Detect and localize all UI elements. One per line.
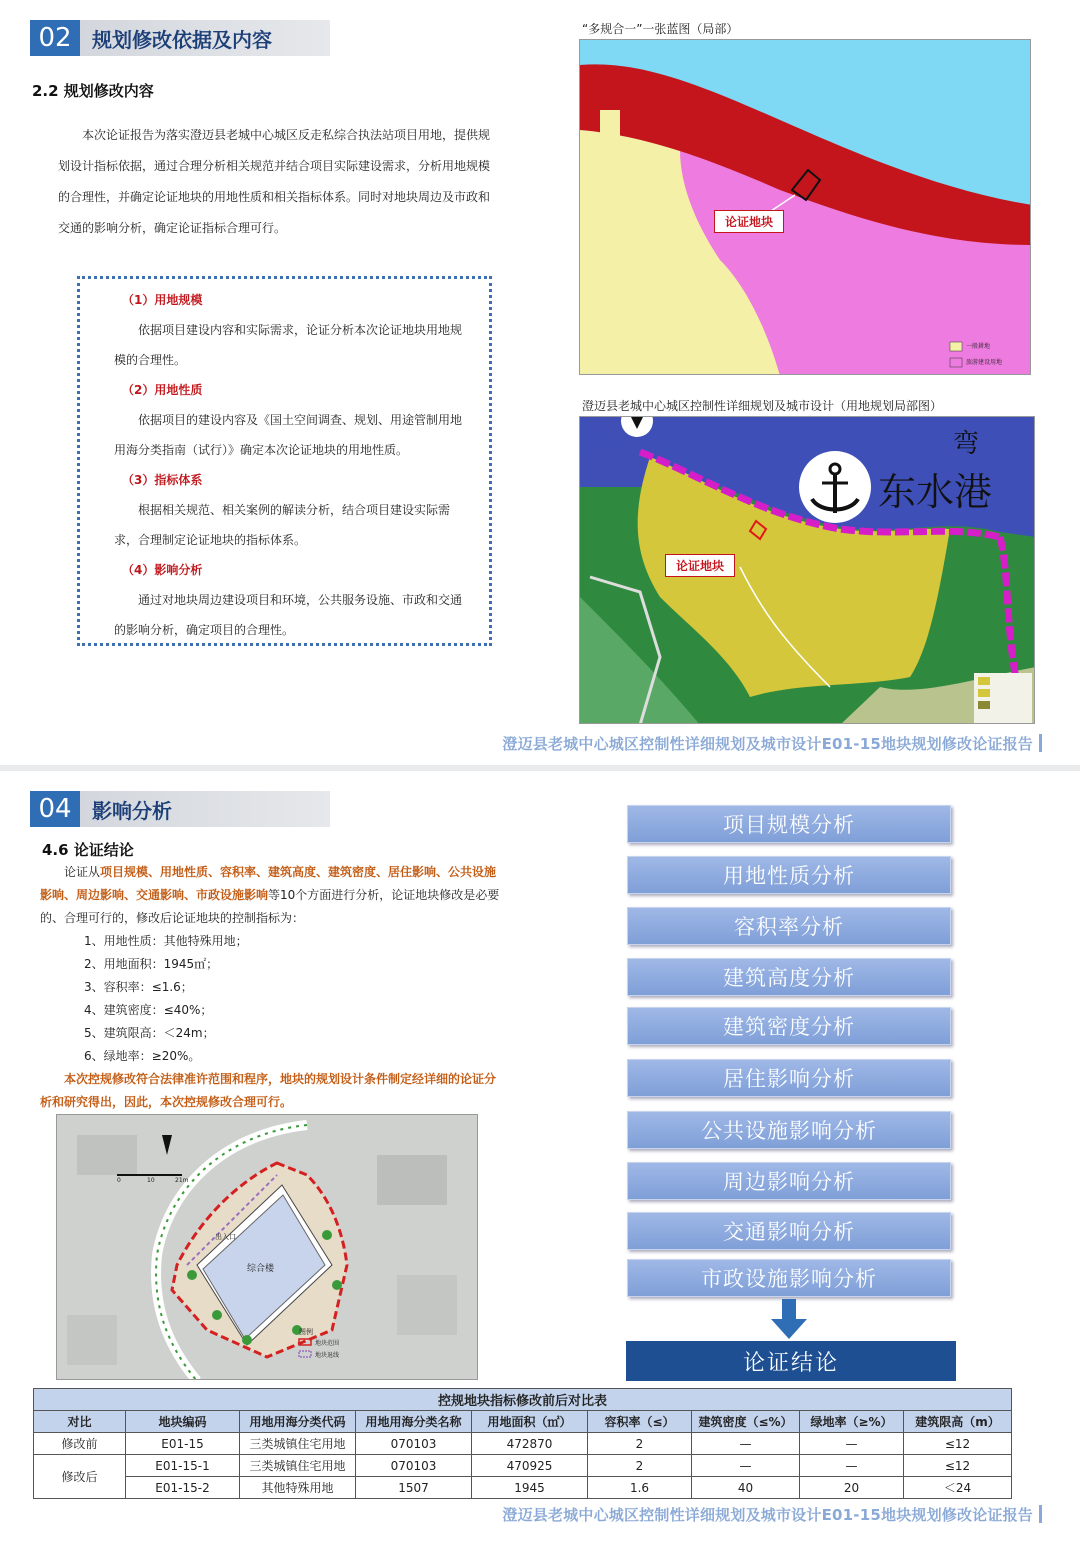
table-cell: E01-15-2 — [126, 1477, 240, 1499]
legend-setback-line: 地块退线 — [315, 1352, 340, 1359]
table-header-cell: 建筑密度（≤%） — [692, 1411, 800, 1433]
section-header — [30, 791, 330, 827]
table-header-cell: 用地用海分类名称 — [356, 1411, 472, 1433]
map2-caption: 澄迈县老城中心城区控制性详细规划及城市设计（用地规划局部图） — [582, 399, 943, 413]
site-plan-graphic — [57, 1115, 478, 1380]
indicator-item: 1、用地性质：其他特殊用地； — [84, 934, 248, 948]
flow-item-surroundings: 周边影响分析 — [627, 1162, 951, 1200]
table-cell: 2 — [588, 1433, 692, 1455]
analysis-aspects: 项目规模、用地性质、容积率、建筑高度、建筑密度、居住影响、公共设施影响、周边影响、交通影响、市政设施影响 — [40, 865, 497, 902]
place-name-label: 弯 — [953, 429, 980, 459]
subsection-heading: 2.2 规划修改内容 — [32, 82, 154, 100]
page-footer — [502, 733, 1042, 754]
flow-item-density: 建筑密度分析 — [627, 1007, 951, 1045]
table-cell: — — [800, 1433, 904, 1455]
flow-item-municipal: 市政设施影响分析 — [627, 1259, 951, 1297]
table-row — [34, 1433, 1012, 1455]
flow-item-scale: 项目规模分析 — [627, 805, 951, 843]
table-cell: — — [800, 1455, 904, 1477]
table-header-cell: 对比 — [34, 1411, 126, 1433]
table-header-cell: 地块编码 — [126, 1411, 240, 1433]
table-cell: 1945 — [472, 1477, 588, 1499]
arrow-down-icon — [769, 1299, 809, 1341]
map1-legend-tourism-land: 旅游建设用地 — [966, 359, 1003, 366]
table-row — [34, 1455, 1012, 1477]
table-header-row — [34, 1411, 1012, 1433]
entrance-label: 出入口 — [215, 1233, 236, 1241]
section-title: 影响分析 — [80, 791, 330, 827]
item-heading: （3）指标体系 — [122, 473, 203, 487]
item-text: 依据项目建设内容和实际需求，论证分析本次论证地块用地规模的合理性。 — [114, 323, 463, 367]
map1-caption: “多规合一”一张蓝图（局部） — [582, 22, 739, 36]
map1-legend-general-farmland: 一般耕地 — [966, 343, 991, 350]
table-header-cell: 用地面积（㎡） — [472, 1411, 588, 1433]
table-cell: ≤12 — [904, 1433, 1012, 1455]
section-number: 02 — [30, 20, 80, 56]
flow-final-conclusion: 论证结论 — [626, 1341, 956, 1381]
flow-item-public-facilities: 公共设施影响分析 — [627, 1111, 951, 1149]
conclusion-body — [40, 861, 500, 1114]
map1-site-label: 论证地块 — [714, 210, 784, 233]
table-header-cell: 绿地率（≥%） — [800, 1411, 904, 1433]
table-cell: 20 — [800, 1477, 904, 1499]
intro-paragraph: 本次论证报告为落实澄迈县老城中心城区反走私综合执法站项目用地，提供规划设计指标依据，通过合理分析相关规范并结合项目实际建设需求，分析用地规模的合理性，并确定论证地块的用地性质和相关指标体系。同时对地块周边及市政和交通的影响分析，确定论证指标合理可行。 — [58, 128, 491, 235]
table-cell: 2 — [588, 1455, 692, 1477]
section-title: 规划修改依据及内容 — [80, 20, 330, 56]
legend-site-boundary: 地块范围 — [315, 1340, 340, 1347]
legend-title: 图例 — [299, 1328, 313, 1336]
flow-item-traffic: 交通影响分析 — [627, 1212, 951, 1250]
conclusion-lead: 论证从项目规模、用地性质、容积率、建筑高度、建筑密度、居住影响、公共设施影响、周边影响、交通影响、市政设施影响等10个方面进行分析，论证地块修改是必要的、合理可行的，修改后论证地块的控制指标为： — [40, 865, 500, 925]
table-cell: — — [692, 1455, 800, 1477]
table-cell: 三类城镇住宅用地 — [240, 1433, 356, 1455]
table-title: 控规地块指标修改前后对比表 — [34, 1389, 1012, 1411]
scale-0: 0 — [117, 1177, 121, 1184]
building-label: 综合楼 — [247, 1264, 275, 1274]
indicator-item: 6、绿地率：≥20%。 — [84, 1049, 201, 1063]
table-cell: E01-15-1 — [126, 1455, 240, 1477]
flow-item-far: 容积率分析 — [627, 907, 951, 945]
table-header-cell: 容积率（≤） — [588, 1411, 692, 1433]
item-text: 通过对地块周边建设项目和环境，公共服务设施、市政和交通的影响分析，确定项目的合理性。 — [114, 593, 463, 637]
blueprint-map — [579, 39, 1031, 375]
table-cell: 40 — [692, 1477, 800, 1499]
row-label: 修改后 — [34, 1455, 126, 1499]
item-text: 根据相关规范、相关案例的解读分析，结合项目建设实际需求，合理制定论证地块的指标体系。 — [114, 503, 451, 547]
row-label: 修改前 — [34, 1433, 126, 1455]
table-cell: 其他特殊用地 — [240, 1477, 356, 1499]
table-cell: 1.6 — [588, 1477, 692, 1499]
scale-21m: 21m — [175, 1177, 189, 1184]
report-page-2 — [0, 771, 1080, 1541]
table-cell: E01-15 — [126, 1433, 240, 1455]
flow-item-residential: 居住影响分析 — [627, 1059, 951, 1097]
land-use-plan-map — [579, 416, 1035, 724]
footer-text: 澄迈县老城中心城区控制性详细规划及城市设计E01-15地块规划修改论证报告 — [502, 735, 1033, 753]
table-cell: 472870 — [472, 1433, 588, 1455]
port-name-label: 东水港 — [878, 470, 993, 514]
item-heading: （1）用地规模 — [122, 293, 203, 307]
comparison-table — [33, 1388, 1012, 1499]
table-header-cell: 建筑限高（m） — [904, 1411, 1012, 1433]
subsection-heading: 4.6 论证结论 — [42, 841, 134, 859]
table-header-cell: 用地用海分类代码 — [240, 1411, 356, 1433]
indicator-item: 5、建筑限高：＜24m； — [84, 1026, 215, 1040]
conclusion-statement: 本次控规修改符合法律准许范围和程序，地块的规划设计条件制定经详细的论证分析和研究得出，因此，本次控规修改合理可行。 — [40, 1072, 497, 1109]
table-cell: 070103 — [356, 1455, 472, 1477]
table-cell: — — [692, 1433, 800, 1455]
table-cell: 1507 — [356, 1477, 472, 1499]
table-cell: 三类城镇住宅用地 — [240, 1455, 356, 1477]
table-cell: ＜24 — [904, 1477, 1012, 1499]
footer-text: 澄迈县老城中心城区控制性详细规划及城市设计E01-15地块规划修改论证报告 — [502, 1506, 1033, 1524]
item-text: 依据项目的建设内容及《国土空间调查、规划、用途管制用地用海分类指南（试行）》确定本次论证地块的用地性质。 — [114, 413, 463, 457]
section-number: 04 — [30, 791, 80, 827]
content-items-box — [77, 276, 492, 646]
site-plan-image — [56, 1114, 478, 1380]
indicator-item: 2、用地面积：1945㎡； — [84, 957, 219, 971]
indicator-item: 4、建筑密度：≤40%； — [84, 1003, 213, 1017]
page-footer — [502, 1504, 1042, 1525]
table-cell: 070103 — [356, 1433, 472, 1455]
scale-10: 10 — [147, 1177, 155, 1184]
table-row — [34, 1477, 1012, 1499]
item-heading: （2）用地性质 — [122, 383, 203, 397]
table-cell: 470925 — [472, 1455, 588, 1477]
table-cell: ≤12 — [904, 1455, 1012, 1477]
map2-site-label: 论证地块 — [665, 554, 735, 577]
indicator-item: 3、容积率：≤1.6； — [84, 980, 193, 994]
report-page-1 — [0, 0, 1080, 765]
flow-item-land-use: 用地性质分析 — [627, 856, 951, 894]
blueprint-map-graphic — [580, 40, 1031, 375]
item-heading: （4）影响分析 — [122, 563, 203, 577]
section-header — [30, 20, 330, 56]
flow-item-height: 建筑高度分析 — [627, 958, 951, 996]
